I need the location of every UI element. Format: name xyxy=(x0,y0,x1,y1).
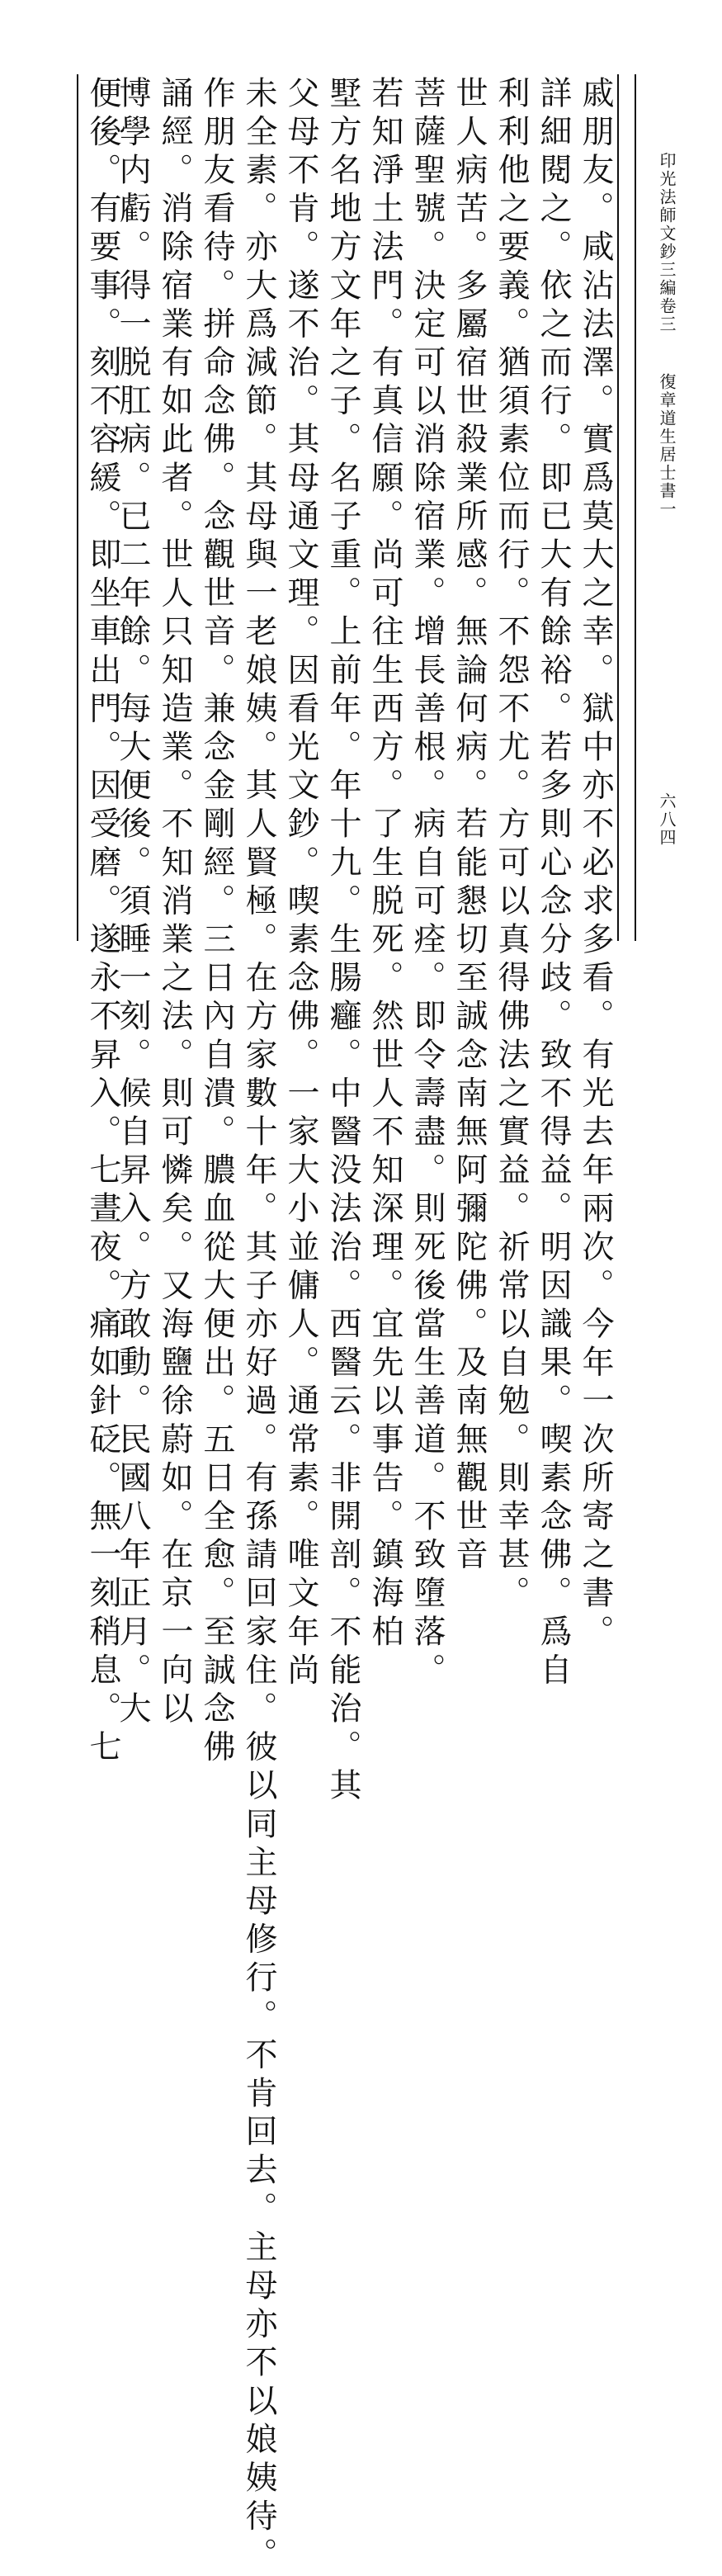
text-column: 菩薩聖號。決定可以消除宿業。增長善根。病自可痊。即令壽盡。則死後當生善道。不致墮落。 xyxy=(408,76,446,1692)
text-column: 戚朋友。咸沾法澤。實爲莫大之幸。獄中亦不必求多看。有光去年兩次。今年一次所寄之書。 xyxy=(577,76,614,1653)
chapter-title: 復章道生居士書一 xyxy=(657,373,677,518)
right-border-line xyxy=(617,74,619,941)
text-column: 若知淨土法門。有真信願。尚可往生西方。了生脱死。然世人不知深理。宜先以事告。鎮海柏 xyxy=(366,76,403,1653)
text-column: 便後。有要事。刻不容緩。即坐車出門。因受磨。遂永不昇入。七晝夜。痛如針砭。無一刻稍息。七 xyxy=(84,76,121,1769)
text-column: 詳細閱之。依之而行。即已大有餘裕。若多則心念分歧。致不得益。明因識果。喫素念佛。爲自 xyxy=(535,76,572,1692)
text-column: 世人病苦。多屬宿世殺業所感。無論何病。若能懇切至誠念南無阿彌陀佛。及南無觀世音 xyxy=(451,76,488,1576)
text-column: 未全素。亦大爲減節。其母與一老娘姨。其人賢極。在方家數十年。其子亦好過。有孫請回家住。彼以同主母修行。不肯回去。主母亦不以娘姨待。 xyxy=(240,76,277,2576)
text-column: 誦經。消除宿業有如此者。世人只知造業。不知消業之法。則可憐矣。又海鹽徐蔚如。在京一向以 xyxy=(156,76,193,1730)
text-column: 作朋友看待。拼命念佛。念觀世音。兼念金剛經。三日內自潰。膿血從大便出。五日全愈。至誠念佛 xyxy=(198,76,235,1769)
text-column: 利利他之要義。猶須素位而行。不怨不尤。方可以真得佛法之實益。祈常以自勉。則幸甚。 xyxy=(493,76,530,1614)
text-column: 墅方名地方文年之子。名子重。上前年。年十九。生腸癰。中醫没法治。西醫云。非開剖。不能治。其 xyxy=(324,76,361,1807)
page-number: 六八四 xyxy=(657,792,677,847)
book-title: 印光法師文鈔三編卷三 xyxy=(657,152,677,333)
left-border-line xyxy=(77,74,78,941)
text-column: 父母不肯。遂不治。其母通文理。因看光文鈔。喫素念佛。一家大小並傭人。通常素。唯文年尚 xyxy=(282,76,319,1692)
text-column: 博學内虧。得一脱肛病。已二年餘。每大便後。須睡一刻。候自昇入。方敢動。民國八年正月。大 xyxy=(114,76,151,1730)
